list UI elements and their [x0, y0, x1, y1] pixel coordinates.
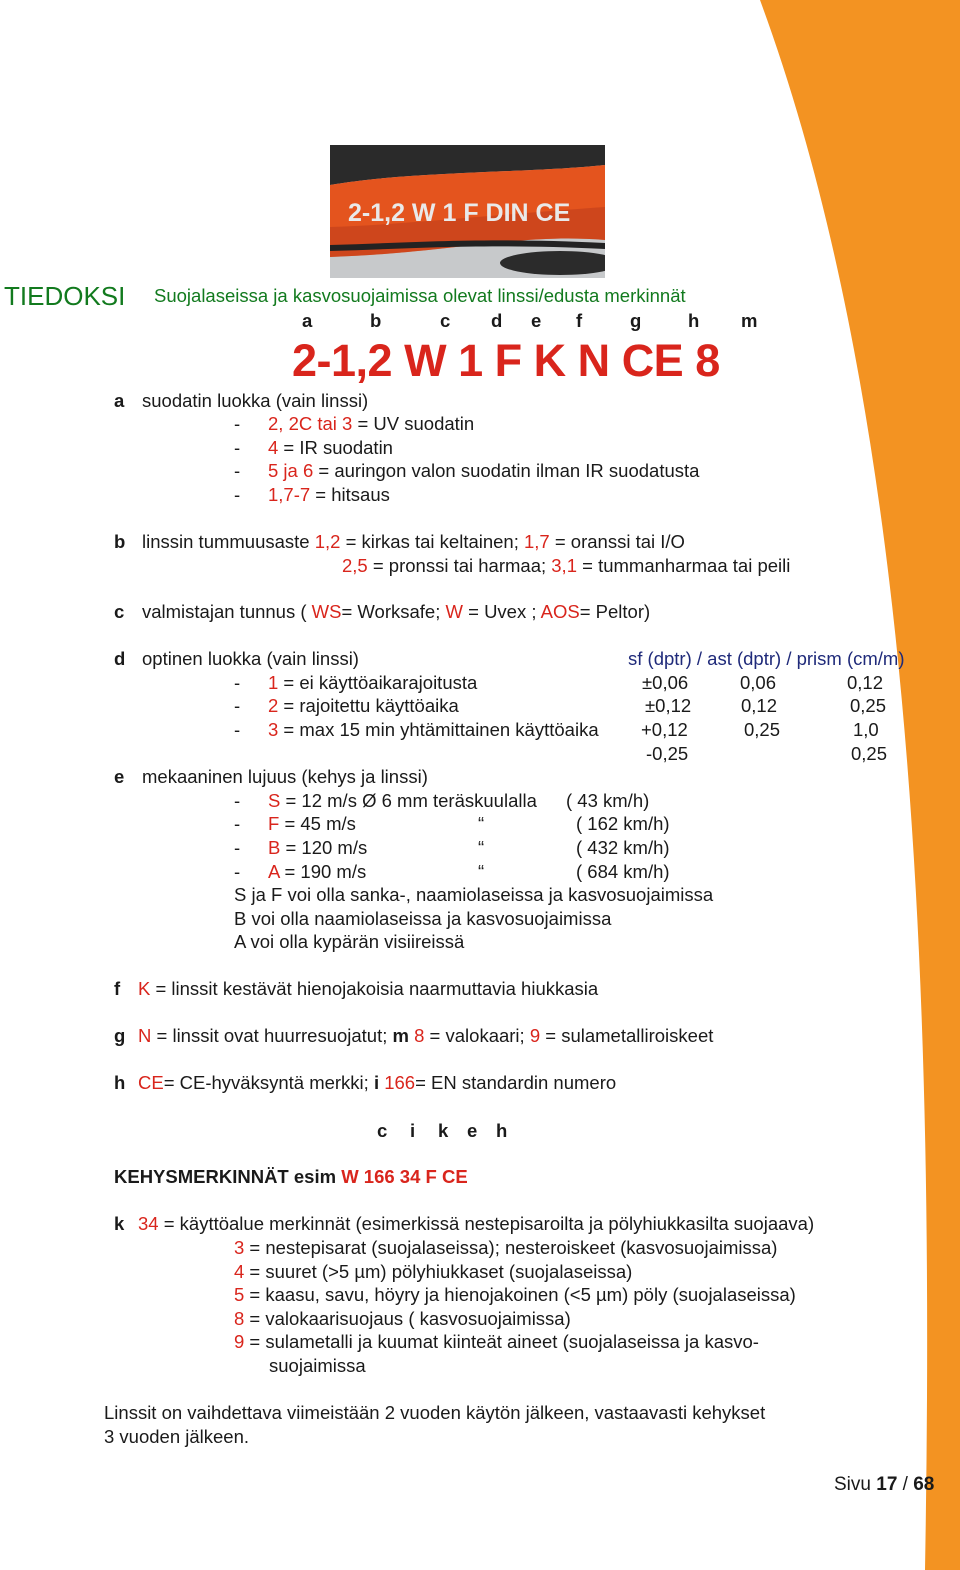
- note-line: A voi olla kypärän visiireissä: [234, 931, 465, 952]
- cell-ast: 0,25: [744, 719, 781, 740]
- section-letter: c: [114, 601, 125, 622]
- section-letter: h: [114, 1072, 126, 1093]
- cell-prism: 1,0: [853, 719, 879, 740]
- speed-kmh: ( 162 km/h): [576, 813, 670, 834]
- code-part: CE: [621, 335, 684, 386]
- cell-ast: 0,06: [740, 672, 777, 693]
- cell-sf: ±0,12: [645, 695, 692, 716]
- code-part: N: [577, 335, 610, 386]
- speed-kmh: ( 432 km/h): [576, 837, 670, 858]
- section-line: 2,5 = pronssi tai harmaa; 3,1 = tummanharmaa tai peili: [342, 555, 791, 576]
- list-item-text: 2, 2C tai 3 = UV suodatin: [268, 413, 475, 434]
- code-letter: k: [438, 1120, 449, 1141]
- code-letter: b: [370, 310, 382, 331]
- page-subtitle: Suojalaseissa ja kasvosuojaimissa olevat linssi/edusta merkinnät: [154, 285, 686, 306]
- frame-markings-heading: KEHYSMERKINNÄT esim W 166 34 F CE: [114, 1166, 468, 1187]
- section-line: 34 = käyttöalue merkinnät (esimerkissä nestepisaroilta ja pölyhiukkasilta suojaava): [138, 1213, 815, 1234]
- code-letter: m: [741, 310, 758, 331]
- note-line: B voi olla naamiolaseissa ja kasvosuojaimissa: [234, 908, 612, 929]
- list-item-text: F = 45 m/s: [268, 813, 356, 834]
- list-dash: -: [234, 695, 241, 716]
- list-dash: -: [234, 861, 241, 882]
- section-title: optinen luokka (vain linssi): [142, 648, 359, 669]
- section-title: mekaaninen lujuus (kehys ja linssi): [142, 766, 428, 787]
- list-item-text: 1,7-7 = hitsaus: [268, 484, 390, 505]
- code-letter: g: [630, 310, 642, 331]
- lens-marking-text: 2-1,2 W 1 F DIN CE: [348, 199, 571, 227]
- note-line: 3 vuoden jälkeen.: [104, 1426, 250, 1447]
- list-dash: -: [234, 837, 241, 858]
- cell-sf: -0,25: [646, 743, 689, 764]
- table-row-label: 1 = ei käyttöaikarajoitusta: [268, 672, 478, 693]
- code-letter: h: [496, 1120, 508, 1141]
- list-dash: -: [234, 813, 241, 834]
- section-letter: a: [114, 390, 125, 411]
- list-item-text: S = 12 m/s Ø 6 mm teräskuulalla: [268, 790, 537, 811]
- code-letter: i: [410, 1120, 416, 1141]
- section-letter: f: [114, 978, 121, 999]
- code-part: F: [494, 335, 522, 386]
- table-row-label: 3 = max 15 min yhtämittainen käyttöaika: [268, 719, 599, 740]
- lens-marking-photo: [330, 145, 605, 278]
- section-letter: g: [114, 1025, 126, 1046]
- lens-marking-code: [292, 333, 720, 388]
- note-line: S ja F voi olla sanka-, naamiolaseissa ja kasvosuojaimissa: [234, 884, 714, 905]
- code-part: K: [533, 335, 566, 386]
- code-letter: f: [576, 310, 583, 331]
- cell-prism: 0,25: [850, 695, 887, 716]
- section-line: K = linssit kestävät hienojakoisia naarmuttavia hiukkasia: [138, 978, 599, 999]
- section-letter: b: [114, 531, 126, 552]
- code-part: 8: [695, 335, 720, 386]
- code-part: W: [404, 335, 447, 386]
- section-title: suodatin luokka (vain linssi): [142, 390, 369, 411]
- list-item-continuation: suojaimissa: [269, 1355, 366, 1376]
- page-number: Sivu 17 / 68: [834, 1474, 935, 1495]
- list-item: -: [234, 484, 241, 505]
- section-line: CE= CE-hyväksyntä merkki; i 166= EN standardin numero: [138, 1072, 617, 1093]
- code-letter: e: [531, 310, 542, 331]
- list-item: -: [234, 437, 241, 458]
- list-item-text: 4 = IR suodatin: [268, 437, 393, 458]
- list-dash: -: [234, 719, 241, 740]
- code-letter: d: [491, 310, 503, 331]
- list-item-text: 5 ja 6 = auringon valon suodatin ilman IR suodatusta: [268, 460, 700, 481]
- code-letter: a: [302, 310, 313, 331]
- section-line: N = linssit ovat huurresuojatut; m 8 = valokaari; 9 = sulametalliroiskeet: [138, 1025, 714, 1046]
- section-line: valmistajan tunnus ( WS= Worksafe; W = Uvex ; AOS= Peltor): [142, 601, 651, 622]
- list-item: 3 = nestepisarat (suojalaseissa); nesteroiskeet (kasvosuojaimissa): [234, 1237, 778, 1258]
- ditto-mark: “: [478, 861, 485, 882]
- speed-kmh: ( 43 km/h): [566, 790, 650, 811]
- tiedoksi-tag: TIEDOKSI: [4, 281, 126, 311]
- cell-sf: +0,12: [641, 719, 688, 740]
- cell-ast: 0,12: [741, 695, 778, 716]
- section-letter: e: [114, 766, 125, 787]
- table-row-label: 2 = rajoitettu käyttöaika: [268, 695, 459, 716]
- list-dash: -: [234, 790, 241, 811]
- code-letter: h: [688, 310, 700, 331]
- code-part: 1: [458, 335, 483, 386]
- section-line: linssin tummuusaste 1,2 = kirkas tai keltainen; 1,7 = oranssi tai I/O: [142, 531, 685, 552]
- ditto-mark: “: [478, 837, 485, 858]
- section-letter: k: [114, 1213, 125, 1234]
- list-item: -: [234, 413, 241, 434]
- section-letter: d: [114, 648, 126, 669]
- cell-sf: ±0,06: [642, 672, 689, 693]
- note-line: Linssit on vaihdettava viimeistään 2 vuoden käytön jälkeen, vastaavasti kehykset: [104, 1402, 766, 1423]
- list-item: 9 = sulametalli ja kuumat kiinteät aineet (suojalaseissa ja kasvo-: [234, 1331, 759, 1352]
- code-letter: c: [440, 310, 451, 331]
- list-dash: -: [234, 672, 241, 693]
- list-item: 8 = valokaarisuojaus ( kasvosuojaimissa): [234, 1308, 571, 1329]
- speed-kmh: ( 684 km/h): [576, 861, 670, 882]
- list-item-text: B = 120 m/s: [268, 837, 368, 858]
- glasses-lens-image: [330, 145, 605, 278]
- ditto-mark: “: [478, 813, 485, 834]
- column-headers: sf (dptr) / ast (dptr) / prism (cm/m): [628, 648, 905, 669]
- code-part: 2-1,2: [292, 335, 393, 386]
- code-letter: c: [377, 1120, 388, 1141]
- code-letter: e: [467, 1120, 478, 1141]
- list-item: -: [234, 460, 241, 481]
- cell-prism: 0,25: [851, 743, 888, 764]
- list-item: 4 = suuret (>5 µm) pölyhiukkaset (suojalaseissa): [234, 1261, 633, 1282]
- cell-prism: 0,12: [847, 672, 884, 693]
- list-item-text: A = 190 m/s: [268, 861, 367, 882]
- list-item: 5 = kaasu, savu, höyry ja hienojakoinen (<5 µm) pöly (suojalaseissa): [234, 1284, 796, 1305]
